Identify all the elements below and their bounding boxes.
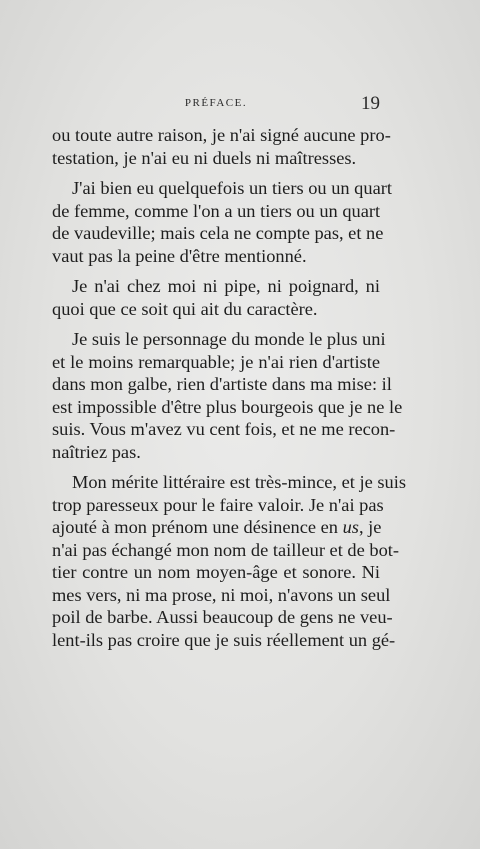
text-line: poil de barbe. Aussi beaucoup de gens ne veu- xyxy=(52,607,393,627)
text-line: n'ai pas échangé mon nom de tailleur et de bot- xyxy=(52,539,399,560)
text-line: tier contre un nom moyen-âge et sonore. Ni xyxy=(52,562,380,582)
text-line: de vaudeville; mais cela ne compte pas, et ne xyxy=(52,223,384,243)
text-line: testation, je n'ai eu ni duels ni maîtresses. xyxy=(52,147,357,168)
text-line: ou toute autre raison, je n'ai signé aucune pro- xyxy=(52,125,391,145)
text-line: de femme, comme l'on a un tiers ou un quart xyxy=(52,200,381,221)
body-text xyxy=(52,124,406,651)
text-line: trop paresseux pour le faire valoir. Je n'ai pas xyxy=(52,494,384,515)
italic-word: us xyxy=(342,517,359,537)
text-line: et le moins remarquable; je n'ai rien d'artiste xyxy=(52,351,380,372)
text-segment: ajouté à mon prénom une désinence en xyxy=(52,517,338,537)
text-line: suis. Vous m'avez vu cent fois, et ne me recon- xyxy=(52,419,396,439)
text-line: Je suis le personnage du monde le plus uni xyxy=(72,329,386,349)
text-line: est impossible d'être plus bourgeois que je ne le xyxy=(52,396,403,417)
text-line: mes vers, ni ma prose, ni moi, n'avons un seul xyxy=(52,584,391,605)
page-header xyxy=(52,93,380,117)
running-title: PRÉFACE. xyxy=(184,97,248,109)
text-line: dans mon galbe, rien d'artiste dans ma mise: il xyxy=(52,374,392,394)
text-line: J'ai bien eu quelquefois un tiers ou un quart xyxy=(72,178,392,198)
text-line-mixed xyxy=(52,516,380,539)
text-line: lent-ils pas croire que je suis réellement un gé- xyxy=(52,629,396,650)
text-segment: , je xyxy=(358,517,382,537)
text-line: Mon mérite littéraire est très-mince, et je suis xyxy=(72,472,406,492)
text-line: naîtriez pas. xyxy=(52,441,141,462)
text-line: quoi que ce soit qui ait du caractère. xyxy=(52,298,318,319)
page-number: 19 xyxy=(361,93,380,114)
text-line: Je n'ai chez moi ni pipe, ni poignard, ni xyxy=(72,276,380,296)
text-line: vaut pas la peine d'être mentionné. xyxy=(52,245,307,266)
